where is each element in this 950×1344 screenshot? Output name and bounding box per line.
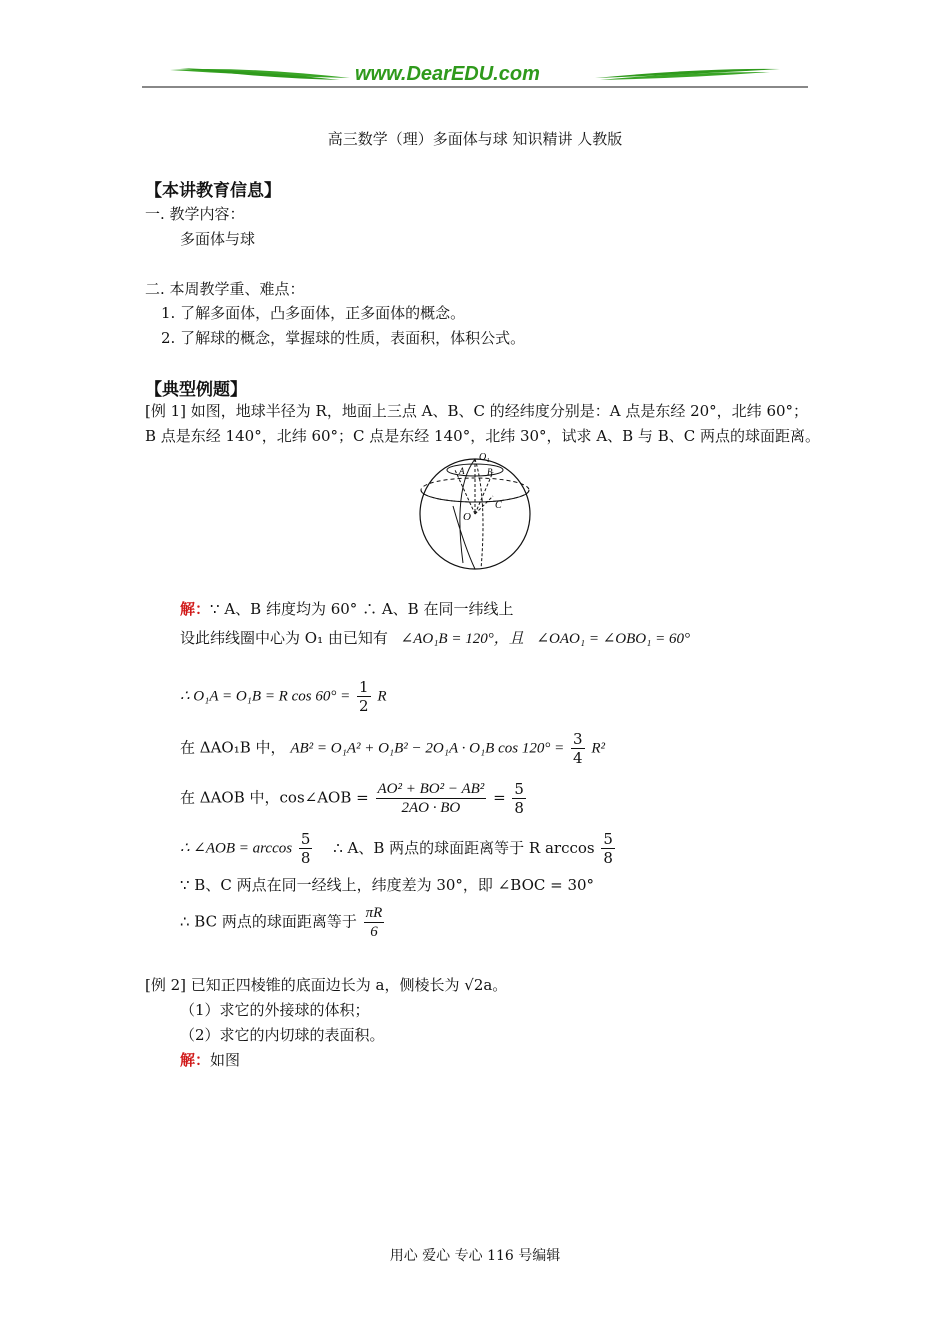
fraction-pi-r-6: $\frac{\pi R}{6}$ — [365, 905, 383, 940]
section-heading-examples: 【典型例题】 — [145, 380, 247, 400]
example2-line1: [例 2] 已知正四棱锥的底面边长为 a，侧棱长为 √2a。 — [145, 976, 508, 994]
o1a-expression: ∴ O₁A = O₁B = R cos 60° = — [180, 688, 351, 705]
solution-label: 解： — [180, 600, 211, 618]
example1-line2: B 点是东经 140°，北纬 60°；C 点是东经 140°，北纬 30°，试求 A、B 与 B、C 两点的球面距离。 — [145, 427, 820, 445]
example2-solution-label: 解： — [180, 1051, 211, 1069]
fraction-half: $\frac{1}{2}$ — [359, 678, 369, 715]
aob-arccos: ∴ ∠AOB = arccos — [180, 840, 293, 857]
triangle-ao1b-label: 在 ΔAO₁B 中， — [180, 738, 286, 757]
angle-ao1b: ∠AO₁B = 120°，且 — [400, 631, 524, 647]
solution1-text2: 设此纬线圈中心为 O₁ 由已知有 — [180, 629, 388, 647]
label-b: B — [487, 467, 493, 477]
solution1-line6 — [180, 830, 617, 867]
bc-distance-text: ∴ BC 两点的球面距离等于 — [180, 912, 357, 931]
solution1-text1: ∵ A、B 纬度均为 60° ∴ A、B 在同一纬线上 — [210, 600, 514, 618]
solution1-line5 — [180, 780, 528, 817]
label-c: C — [495, 500, 502, 511]
point-1: 1. 了解多面体，凸多面体，正多面体的概念。 — [161, 304, 466, 322]
logo-text[interactable]: www.DearEDU.com — [355, 63, 540, 85]
fraction-five-eighths: $\frac{5}{8}$ — [514, 780, 524, 817]
item2-label: 二. 本周教学重、难点： — [145, 280, 305, 298]
section-heading-info: 【本讲教育信息】 — [145, 181, 281, 201]
example2-question2: （2）求它的内切球的表面积。 — [180, 1026, 385, 1044]
fraction-arccos-2: $\frac{5}{8}$ — [603, 830, 613, 867]
sphere-figure — [415, 448, 535, 573]
point-2: 2. 了解球的概念，掌握球的性质，表面积，体积公式。 — [161, 329, 526, 347]
solution1-line7: ∵ B、C 两点在同一经线上，纬度差为 30°，即 ∠BOC = 30° — [180, 876, 595, 894]
fraction-arccos-1: $\frac{5}{8}$ — [300, 830, 311, 867]
r-squared: R² — [591, 740, 605, 757]
example2-question1: （1）求它的外接球的体积； — [180, 1001, 370, 1019]
fraction-cos-rule: $\frac{\text{AO² + BO² − AB²}}{2AO \cdot BO}$ — [377, 781, 485, 816]
header-logo — [140, 60, 810, 90]
item1-label: 一. 教学内容： — [145, 205, 245, 223]
label-a: A — [459, 466, 465, 476]
document-title: 高三数学（理）多面体与球 知识精讲 人教版 — [327, 130, 623, 148]
solution1-line8 — [180, 904, 386, 941]
ab-distance-text: ∴ A、B 两点的球面距离等于 R arccos — [333, 838, 595, 857]
angle-oao1: ∠OAO₁ = ∠OBO₁ = 60° — [536, 631, 690, 647]
solution1-line2 — [180, 627, 690, 648]
ab-squared-expression: AB² = O₁A² + O₁B² − 2O₁A · O₁B cos 120° = — [290, 740, 565, 757]
solution1-line1 — [180, 598, 513, 619]
label-o1: O₁ — [479, 452, 490, 463]
item1-content: 多面体与球 — [180, 230, 256, 248]
example2-solution — [180, 1049, 240, 1070]
var-r: R — [377, 688, 387, 705]
label-o: O — [463, 511, 471, 523]
fraction-three-quarters: $\frac{3}{4}$ — [572, 730, 583, 767]
cos-aob-label: 在 ΔAOB 中，cos∠AOB = — [180, 788, 369, 807]
equals-sign: = — [493, 788, 506, 807]
example2-solution-text: 如图 — [210, 1051, 241, 1069]
footer: 用心 爱心 专心 116 号编辑 — [389, 1248, 561, 1264]
example1-line1: [例 1] 如图，地球半径为 R，地面上三点 A、B、C 的经纬度分别是：A 点是东经 20°，北纬 60°； — [145, 402, 809, 420]
solution1-line4 — [180, 730, 605, 767]
solution1-line3 — [180, 678, 387, 715]
